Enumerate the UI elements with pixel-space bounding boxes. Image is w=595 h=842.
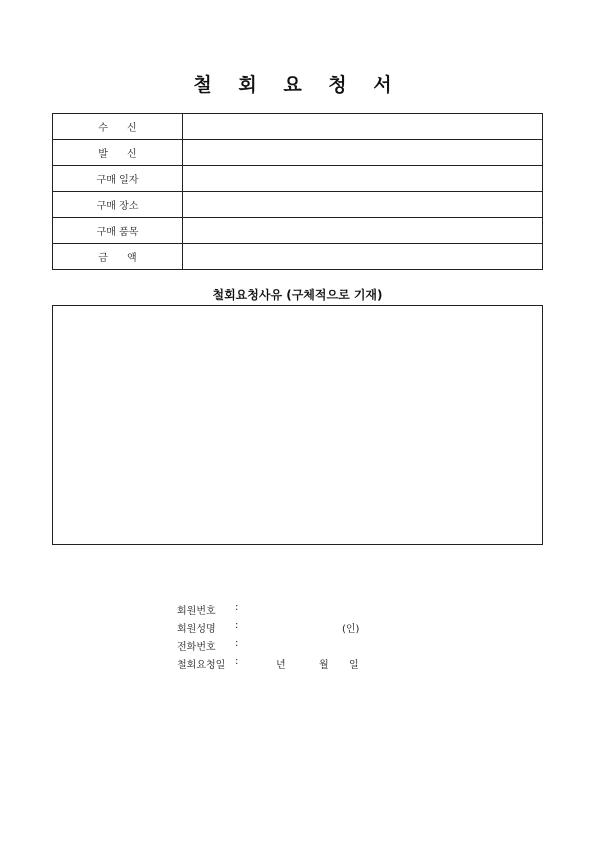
member-name-row xyxy=(177,620,477,638)
info-row-purchase-place xyxy=(53,192,543,218)
month-unit: 월 xyxy=(319,660,329,671)
phone-colon: : xyxy=(235,638,239,649)
request-date-label: 철회요청일 xyxy=(177,660,226,671)
purchase-item-field[interactable] xyxy=(183,218,543,244)
reason-textbox[interactable] xyxy=(52,305,543,545)
seal-mark: (인) xyxy=(342,624,360,635)
amount-field[interactable] xyxy=(183,244,543,270)
phone-label: 전화번호 xyxy=(177,642,216,653)
info-row-recipient xyxy=(53,114,543,140)
info-row-amount xyxy=(53,244,543,270)
reason-title: 철회요청사유 (구체적으로 기재) xyxy=(212,288,383,302)
purchase-date-field[interactable] xyxy=(183,166,543,192)
info-row-sender xyxy=(53,140,543,166)
member-name-label: 회원성명 xyxy=(177,624,216,635)
phone-row xyxy=(177,638,477,656)
member-no-label: 회원번호 xyxy=(177,606,216,617)
member-no-colon: : xyxy=(235,602,239,613)
request-date-row xyxy=(177,656,477,674)
purchase-place-field[interactable] xyxy=(183,192,543,218)
document-title: 철 회 요 청 서 xyxy=(193,74,402,96)
purchase-date-label: 구매 일자 xyxy=(53,166,183,192)
recipient-label: 수 신 xyxy=(53,114,183,140)
purchase-item-label: 구매 품목 xyxy=(53,218,183,244)
member-no-row xyxy=(177,602,477,620)
info-table xyxy=(52,113,543,270)
info-row-purchase-date xyxy=(53,166,543,192)
recipient-field[interactable] xyxy=(183,114,543,140)
request-date-colon: : xyxy=(235,656,239,667)
year-unit: 년 xyxy=(276,660,286,671)
member-name-colon: : xyxy=(235,620,239,631)
signature-block xyxy=(177,602,477,674)
sender-label: 발 신 xyxy=(53,140,183,166)
purchase-place-label: 구매 장소 xyxy=(53,192,183,218)
day-unit: 일 xyxy=(349,660,359,671)
amount-label: 금 액 xyxy=(53,244,183,270)
info-row-purchase-item xyxy=(53,218,543,244)
sender-field[interactable] xyxy=(183,140,543,166)
